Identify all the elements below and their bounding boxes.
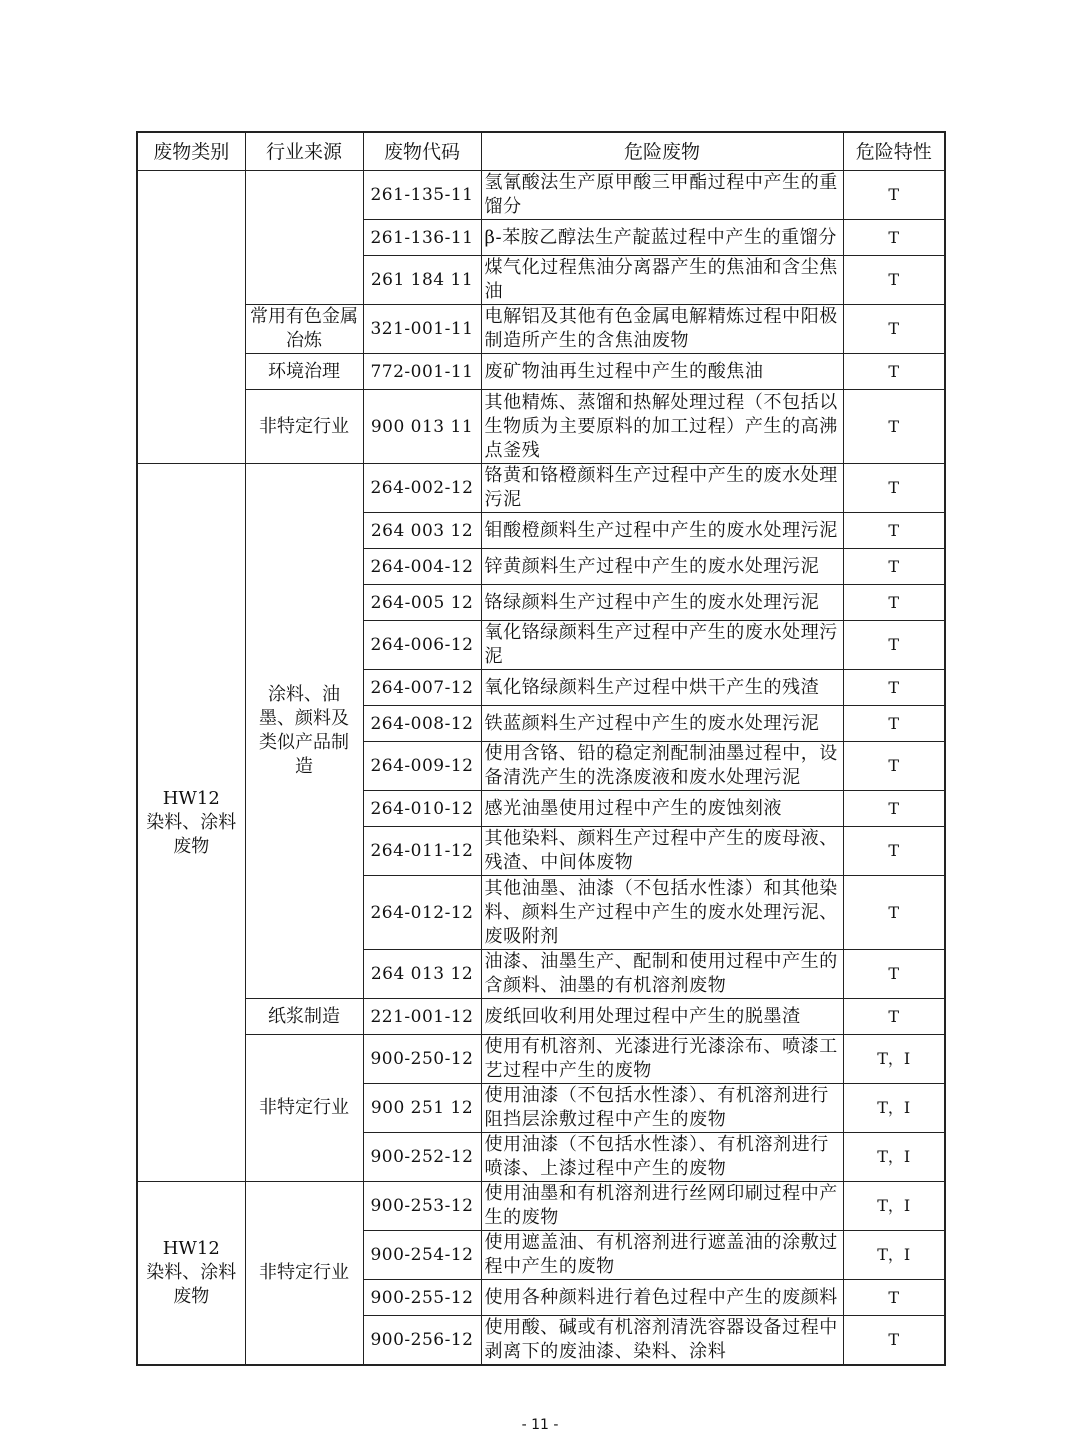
waste-code: 321-001-11 (363, 305, 481, 354)
waste-code: 261-136-11 (363, 220, 481, 256)
table-row (137, 354, 945, 390)
waste-code: 900-250-12 (363, 1035, 481, 1084)
waste-description: 氢氰酸法生产原甲酸三甲酯过程中产生的重馏分 (481, 171, 843, 220)
hazard-property: T (843, 549, 945, 585)
hazard-property: T (843, 791, 945, 827)
industry-paint: 涂料、油墨、颜料及类似产品制造 (245, 464, 363, 999)
hazard-property: T (843, 585, 945, 621)
table-header-row (137, 132, 945, 171)
waste-code: 900-255-12 (363, 1280, 481, 1316)
hazard-property: T (843, 305, 945, 354)
waste-code: 900-252-12 (363, 1133, 481, 1182)
waste-description: 使用遮盖油、有机溶剂进行遮盖油的涂敷过程中产生的废物 (481, 1231, 843, 1280)
table-row (137, 464, 945, 513)
table-row (137, 1182, 945, 1231)
category-code: HW12 (162, 1238, 220, 1259)
waste-description: 铬黄和铬橙颜料生产过程中产生的废水处理污泥 (481, 464, 843, 513)
waste-description: 铁蓝颜料生产过程中产生的废水处理污泥 (481, 706, 843, 742)
waste-code: 900 251 12 (363, 1084, 481, 1133)
waste-description: 煤气化过程焦油分离器产生的焦油和含尘焦油 (481, 256, 843, 305)
industry-nonspecific: 非特定行业 (245, 1182, 363, 1366)
industry-paper: 纸浆制造 (245, 999, 363, 1035)
waste-description: 使用酸、碱或有机溶剂清洗容器设备过程中剥离下的废油漆、染料、涂料 (481, 1316, 843, 1366)
waste-description: 电解铝及其他有色金属电解精炼过程中阳极制造所产生的含焦油废物 (481, 305, 843, 354)
table-row (137, 1035, 945, 1084)
header-hazard: 危险特性 (843, 132, 945, 171)
waste-description: 使用油墨和有机溶剂进行丝网印刷过程中产生的废物 (481, 1182, 843, 1231)
hazard-property: T (843, 390, 945, 464)
waste-code: 264-009-12 (363, 742, 481, 791)
waste-code: 264-011-12 (363, 827, 481, 876)
industry-nonspecific: 非特定行业 (245, 1035, 363, 1182)
category-name: 染料、涂料废物 (146, 811, 237, 857)
waste-description: 钼酸橙颜料生产过程中产生的废水处理污泥 (481, 513, 843, 549)
waste-description: 使用油漆（不包括水性漆）、有机溶剂进行喷漆、上漆过程中产生的废物 (481, 1133, 843, 1182)
hazard-property: T，I (843, 1182, 945, 1231)
hazard-property: T (843, 1316, 945, 1366)
hazard-property: T，I (843, 1133, 945, 1182)
waste-code: 900 013 11 (363, 390, 481, 464)
waste-code: 264 003 12 (363, 513, 481, 549)
hazard-property: T，I (843, 1035, 945, 1084)
hazard-property: T (843, 827, 945, 876)
hazard-property: T (843, 742, 945, 791)
waste-code: 264-007-12 (363, 670, 481, 706)
waste-code: 264-002-12 (363, 464, 481, 513)
waste-description: 氧化铬绿颜料生产过程中烘干产生的残渣 (481, 670, 843, 706)
industry-nonspecific: 非特定行业 (245, 390, 363, 464)
waste-code: 264-010-12 (363, 791, 481, 827)
waste-description: 铬绿颜料生产过程中产生的废水处理污泥 (481, 585, 843, 621)
hazard-property: T，I (843, 1231, 945, 1280)
waste-description: 其他染料、颜料生产过程中产生的废母液、残渣、中间体废物 (481, 827, 843, 876)
hazard-property: T (843, 354, 945, 390)
waste-description: β-苯胺乙醇法生产靛蓝过程中产生的重馏分 (481, 220, 843, 256)
industry-environment: 环境治理 (245, 354, 363, 390)
category-code: HW12 (162, 787, 220, 809)
hazard-property: T (843, 670, 945, 706)
waste-description: 其他油墨、油漆（不包括水性漆）和其他染料、颜料生产过程中产生的废水处理污泥、废吸附剂 (481, 876, 843, 950)
industry-cell-blank (245, 171, 363, 305)
waste-description: 废纸回收利用处理过程中产生的脱墨渣 (481, 999, 843, 1035)
hazard-property: T (843, 1280, 945, 1316)
header-industry: 行业来源 (245, 132, 363, 171)
waste-code: 264-005 12 (363, 585, 481, 621)
header-code: 废物代码 (363, 132, 481, 171)
waste-description: 感光油墨使用过程中产生的废蚀刻液 (481, 791, 843, 827)
waste-description: 使用油漆（不包括水性漆）、有机溶剂进行阻挡层涂敷过程中产生的废物 (481, 1084, 843, 1133)
hazard-property: T (843, 256, 945, 305)
category-cell-hw11-cont (137, 171, 245, 464)
table-row (137, 305, 945, 354)
waste-description: 使用含铬、铅的稳定剂配制油墨过程中，设备清洗产生的洗涤废液和废水处理污泥 (481, 742, 843, 791)
waste-description: 锌黄颜料生产过程中产生的废水处理污泥 (481, 549, 843, 585)
waste-description: 使用各种颜料进行着色过程中产生的废颜料 (481, 1280, 843, 1316)
waste-code: 221-001-12 (363, 999, 481, 1035)
hazard-property: T (843, 171, 945, 220)
hazard-property: T (843, 513, 945, 549)
hazard-property: T (843, 706, 945, 742)
waste-description: 氧化铬绿颜料生产过程中产生的废水处理污泥 (481, 621, 843, 670)
table-row (137, 171, 945, 220)
hazardous-waste-table (136, 131, 946, 1366)
table-row (137, 390, 945, 464)
header-category: 废物类别 (137, 132, 245, 171)
waste-code: 264 013 12 (363, 950, 481, 999)
waste-code: 261 184 11 (363, 256, 481, 305)
hazard-property: T (843, 621, 945, 670)
waste-code: 264-006-12 (363, 621, 481, 670)
hazard-property: T，I (843, 1084, 945, 1133)
hazard-property: T (843, 999, 945, 1035)
waste-description: 使用有机溶剂、光漆进行光漆涂布、喷漆工艺过程中产生的废物 (481, 1035, 843, 1084)
category-hw12 (137, 1182, 245, 1366)
waste-code: 264-008-12 (363, 706, 481, 742)
waste-code: 900-253-12 (363, 1182, 481, 1231)
waste-description: 其他精炼、蒸馏和热解处理过程（不包括以生物质为主要原料的加工过程）产生的高沸点釜残 (481, 390, 843, 464)
waste-description: 废矿物油再生过程中产生的酸焦油 (481, 354, 843, 390)
category-hw12 (137, 464, 245, 1182)
hazard-property: T (843, 876, 945, 950)
hazard-property: T (843, 950, 945, 999)
waste-code: 264-012-12 (363, 876, 481, 950)
hazard-property: T (843, 464, 945, 513)
waste-code: 261-135-11 (363, 171, 481, 220)
waste-code: 264-004-12 (363, 549, 481, 585)
waste-code: 900-254-12 (363, 1231, 481, 1280)
table-row (137, 999, 945, 1035)
industry-nonferrous: 常用有色金属冶炼 (245, 305, 363, 354)
waste-code: 772-001-11 (363, 354, 481, 390)
header-waste: 危险废物 (481, 132, 843, 171)
waste-description: 油漆、油墨生产、配制和使用过程中产生的含颜料、油墨的有机溶剂废物 (481, 950, 843, 999)
page-number: - 11 - (521, 1417, 559, 1433)
category-name: 染料、涂料废物 (146, 1262, 237, 1307)
waste-code: 900-256-12 (363, 1316, 481, 1366)
hazard-property: T (843, 220, 945, 256)
